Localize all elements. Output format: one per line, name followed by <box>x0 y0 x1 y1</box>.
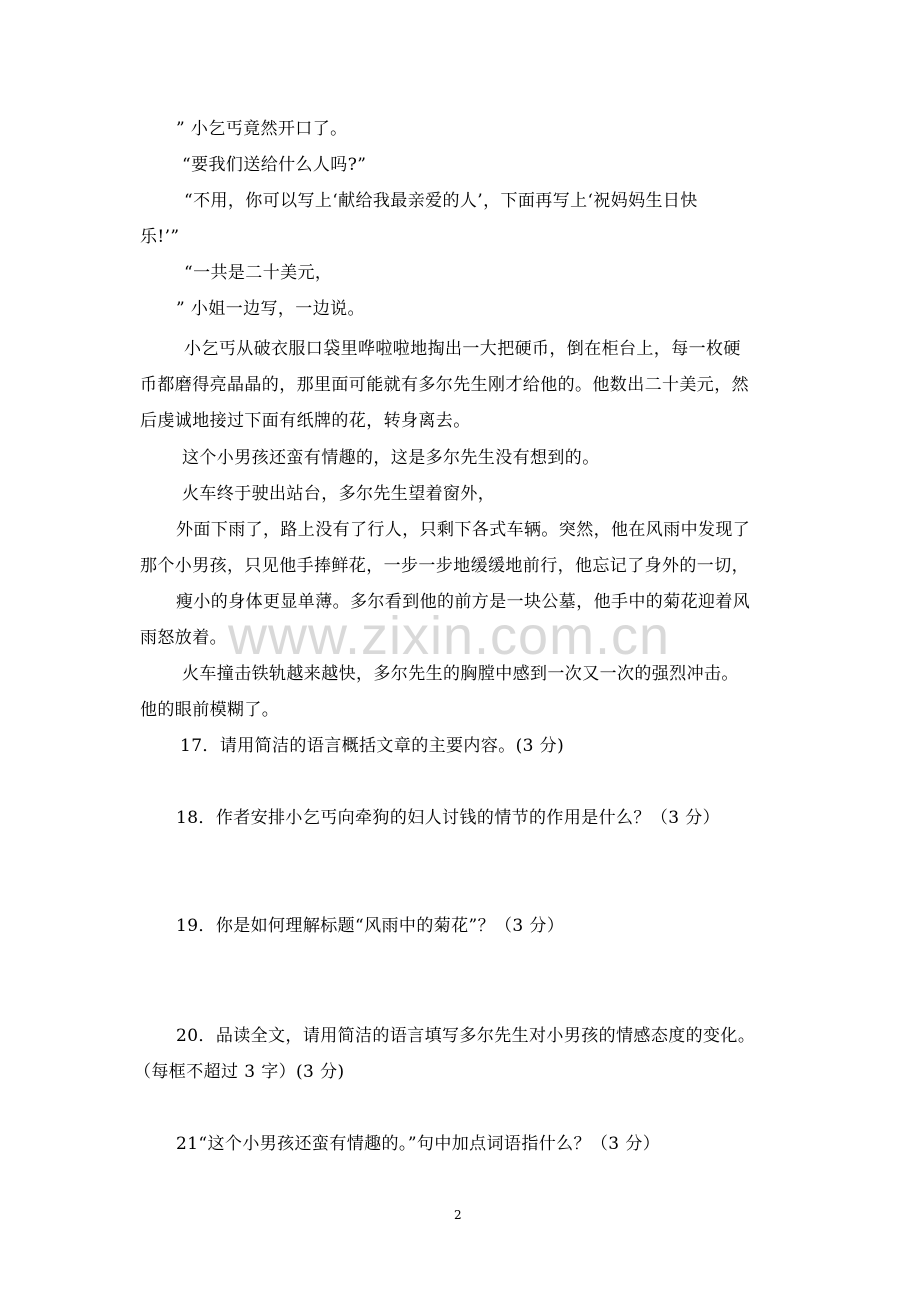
question-20-note: （每框不超过 3 字）(3 分) <box>134 1062 345 1082</box>
question-18: 18．作者安排小乞丐向牵狗的妇人讨钱的情节的作用是什么？（3 分） <box>176 808 721 828</box>
question-20: 20．品读全文，请用简洁的语言填写多尔先生对小男孩的情感态度的变化。 <box>176 1026 756 1046</box>
passage-line: “要我们送给什么人吗?” <box>182 155 367 175</box>
passage-line: 后虔诚地接过下面有纸牌的花，转身离去。 <box>140 411 471 431</box>
passage-line: 雨怒放着。 <box>140 628 227 648</box>
passage-line: 火车撞击铁轨越来越快，多尔先生的胸膛中感到一次又一次的强烈冲击。 <box>182 664 739 684</box>
question-19: 19．你是如何理解标题“风雨中的菊花”？（3 分） <box>176 916 565 936</box>
question-17: 17．请用简洁的语言概括文章的主要内容。(3 分) <box>180 736 565 756</box>
passage-line: “不用，你可以写上‘献给我最亲爱的人’，下面再写上‘祝妈妈生日快 <box>184 191 698 211</box>
page-number: 2 <box>454 1208 462 1222</box>
question-21: 21“这个小男孩还蛮有情趣的。”句中加点词语指什么？（3 分） <box>176 1134 661 1154</box>
passage-line: 小乞丐从破衣服口袋里哗啦啦地掏出一大把硬币，倒在柜台上，每一枚硬 <box>184 339 741 359</box>
passage-line: 火车终于驶出站台，多尔先生望着窗外， <box>182 484 496 504</box>
passage-line: ” 小乞丐竟然开口了。 <box>176 119 348 139</box>
passage-line: “一共是二十美元， <box>184 263 333 283</box>
passage-line: 乐!’” <box>140 227 180 247</box>
passage-line: 币都磨得亮晶晶的，那里面可能就有多尔先生刚才给他的。他数出二十美元，然 <box>140 375 749 395</box>
passage-line: 外面下雨了，路上没有了行人，只剩下各式车辆。突然，他在风雨中发现了 <box>176 520 751 540</box>
passage-line: 他的眼前模糊了。 <box>140 700 280 720</box>
passage-line: ” 小姐一边写，一边说。 <box>176 299 365 319</box>
passage-line: 那个小男孩，只见他手捧鲜花，一步一步地缓缓地前行，他忘记了身外的一切， <box>140 556 749 576</box>
watermark: www.zixin.com.cn <box>228 606 671 666</box>
passage-line: 这个小男孩还蛮有情趣的，这是多尔先生没有想到的。 <box>182 448 600 468</box>
passage-line: 瘦小的身体更显单薄。多尔看到他的前方是一块公墓，他手中的菊花迎着风 <box>176 592 751 612</box>
